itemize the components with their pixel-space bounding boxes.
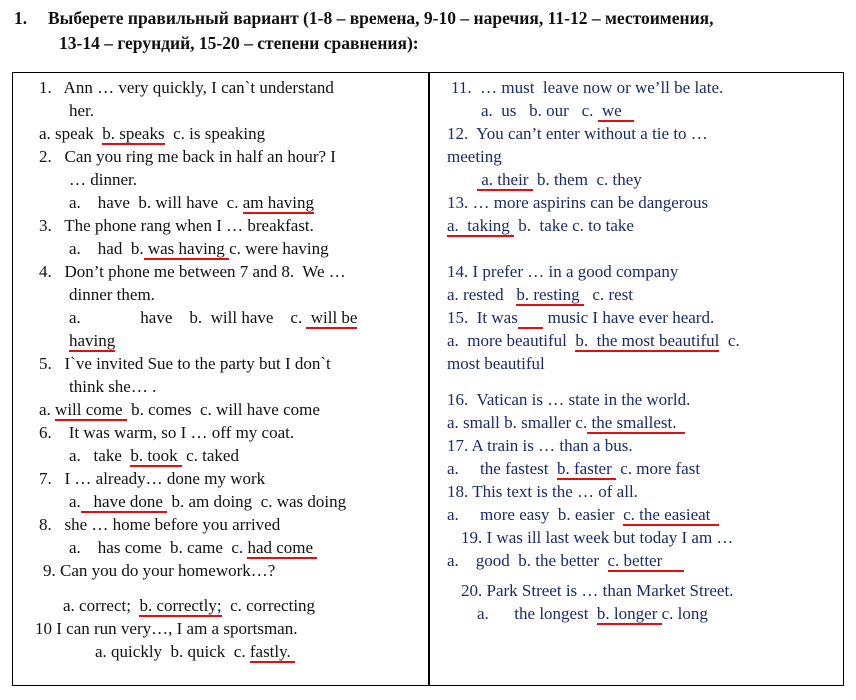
left-line: [35, 618, 297, 640]
line-text: 6. It was warm, so I … off my coat.: [39, 423, 295, 442]
left-line: [39, 468, 265, 490]
left-line: [69, 238, 329, 260]
line-text: music I have ever heard.: [543, 308, 715, 327]
line-text: a. us b. our c.: [481, 101, 598, 120]
line-text: c.: [719, 331, 740, 350]
right-line: [447, 307, 714, 329]
exercise-title: [14, 6, 844, 56]
right-line: [477, 603, 708, 625]
left-line: [69, 307, 357, 329]
right-line: [461, 580, 733, 602]
right-line: [447, 284, 633, 306]
title-line-2: 13-14 – герундий, 15-20 – степени сравнения):: [59, 33, 419, 53]
line-text: a. more beautiful: [447, 331, 576, 350]
left-line: [39, 514, 280, 536]
line-text: 4. Don’t phone me between 7 and 8. We …: [39, 262, 346, 281]
underlined-answer: b. resting: [516, 285, 584, 304]
line-text: dinner them.: [69, 285, 155, 304]
left-line: [39, 146, 336, 168]
underlined-answer: b. the most beautiful: [575, 331, 720, 350]
line-text: b. am doing c. was doing: [167, 492, 347, 511]
line-text: 5. I`ve invited Sue to the party but I don`t: [39, 354, 331, 373]
left-line: [39, 215, 314, 237]
line-text: 7. I … already… done my work: [39, 469, 266, 488]
line-text: 16. Vatican is … state in the world.: [447, 390, 691, 409]
line-text: a. correct;: [63, 596, 140, 615]
line-text: 2. Can you ring me back in half an hour? I: [39, 147, 336, 166]
line-text: c. rest: [583, 285, 634, 304]
left-line: [43, 560, 275, 582]
line-text: 12. You can’t enter without a tie to …: [447, 124, 708, 143]
line-text: a. rested: [447, 285, 517, 304]
title-text-1: Выберете правильный вариант (1-8 – времена, 9-10 – наречия, 11-12 – местоимения,: [48, 8, 714, 28]
line-text: a. have b. will have c.: [69, 308, 307, 327]
line-text: a. the fastest: [447, 459, 557, 478]
title-line-1: [14, 6, 844, 31]
right-line: [477, 169, 642, 191]
line-text: 15. It was: [447, 308, 518, 327]
right-line: [447, 412, 685, 434]
line-text: 13. … more aspirins can be dangerous: [447, 193, 709, 212]
line-text: 3. The phone rang when I … breakfast.: [39, 216, 314, 235]
line-text: a.: [39, 400, 56, 419]
underlined-answer: am having: [242, 193, 315, 212]
line-text: 11. … must leave now or we’ll be late.: [451, 78, 724, 97]
right-line: [447, 261, 678, 283]
left-line: [39, 77, 334, 99]
underlined-answer: b. correctly;: [139, 596, 222, 615]
left-line: [39, 399, 320, 421]
line-text: b. comes c. will have come: [126, 400, 320, 419]
line-text: a. more easy b. easier: [447, 505, 624, 524]
line-text: b. them c. they: [532, 170, 642, 189]
right-line: [447, 389, 690, 411]
underlined-answer: had come: [247, 538, 318, 557]
line-text: 9. Can you do your homework…?: [43, 561, 276, 580]
right-line: [447, 504, 719, 526]
left-line: [39, 422, 294, 444]
left-line: [69, 169, 137, 191]
left-line: [69, 100, 94, 122]
line-text: a.: [69, 492, 81, 511]
line-text: c. correcting: [221, 596, 316, 615]
right-line: [481, 100, 634, 122]
underlined-answer: a. their: [477, 170, 533, 189]
left-line: [95, 641, 295, 663]
line-text: meeting: [447, 147, 502, 166]
line-text: a. small b. smaller c.: [447, 413, 588, 432]
line-text: b. take c. to take: [514, 216, 634, 235]
line-text: c. is speaking: [164, 124, 266, 143]
right-line: [447, 215, 634, 237]
left-line: [69, 376, 156, 398]
right-line: [447, 123, 708, 145]
line-text: 19. I was ill last week but today I am …: [461, 528, 734, 547]
line-text: … dinner.: [69, 170, 137, 189]
right-line: [447, 192, 708, 214]
line-text: 1. Ann … very quickly, I can`t understand: [39, 78, 334, 97]
line-text: c. more fast: [616, 459, 701, 478]
line-text: a. have b. will have c.: [69, 193, 243, 212]
left-line: [39, 353, 331, 375]
line-text: a. speak: [39, 124, 103, 143]
line-text: a. had b.: [69, 239, 144, 258]
line-text: a. has come b. came c.: [69, 538, 248, 557]
exercise-table: [12, 72, 844, 686]
underlined-answer: c. the easieat: [623, 505, 719, 524]
left-line: [69, 192, 314, 214]
underlined-answer: will be: [306, 308, 358, 327]
line-text: 17. A train is … than a bus.: [447, 436, 633, 455]
left-line: [69, 491, 346, 513]
left-line: [39, 123, 265, 145]
right-line: [447, 550, 684, 572]
line-text: a. take: [69, 446, 131, 465]
underlined-answer: b. took: [130, 446, 182, 465]
left-line: [63, 595, 315, 617]
right-line: [447, 458, 700, 480]
underlined-answer: b. faster: [557, 459, 617, 478]
right-line: [447, 330, 740, 352]
exercise-number: 1.: [14, 8, 28, 28]
underlined-answer: [518, 308, 544, 329]
underlined-answer: we: [597, 101, 635, 120]
line-text: a. good b. the better: [447, 551, 608, 570]
left-line: [69, 330, 115, 352]
underlined-answer: the smallest.: [587, 413, 685, 432]
line-text: 8. she … home before you arrived: [39, 515, 281, 534]
underlined-answer: a. taking: [447, 216, 515, 235]
right-line: [461, 527, 733, 549]
underlined-answer: having: [69, 331, 116, 350]
line-text: c. were having: [229, 239, 329, 258]
underlined-answer: was having: [143, 239, 230, 258]
underlined-answer: b. speaks: [102, 124, 165, 143]
left-line: [69, 537, 317, 559]
line-text: her.: [69, 101, 95, 120]
right-line: [447, 435, 633, 457]
line-text: most beautiful: [447, 354, 545, 373]
line-text: 20. Park Street is … than Market Street.: [461, 581, 734, 600]
line-text: 18. This text is the … of all.: [447, 482, 638, 501]
column-divider: [428, 73, 430, 685]
underlined-answer: c. better: [607, 551, 684, 570]
line-text: c. long: [661, 604, 708, 623]
underlined-answer: b. longer: [596, 604, 662, 623]
left-line: [39, 261, 346, 283]
right-line: [447, 146, 502, 168]
right-line: [447, 481, 638, 503]
underlined-answer: will come: [55, 400, 127, 419]
underlined-answer: have done: [80, 492, 168, 511]
underlined-answer: fastly.: [249, 642, 296, 661]
line-text: c. taked: [181, 446, 239, 465]
line-text: 10 I can run very…, I am a sportsman.: [35, 619, 298, 638]
right-line: [451, 77, 723, 99]
line-text: 14. I prefer … in a good company: [447, 262, 679, 281]
line-text: a. quickly b. quick c.: [95, 642, 250, 661]
left-line: [69, 445, 239, 467]
right-line: [447, 353, 545, 375]
line-text: a. the longest: [477, 604, 597, 623]
left-line: [69, 284, 155, 306]
line-text: think she… .: [69, 377, 157, 396]
